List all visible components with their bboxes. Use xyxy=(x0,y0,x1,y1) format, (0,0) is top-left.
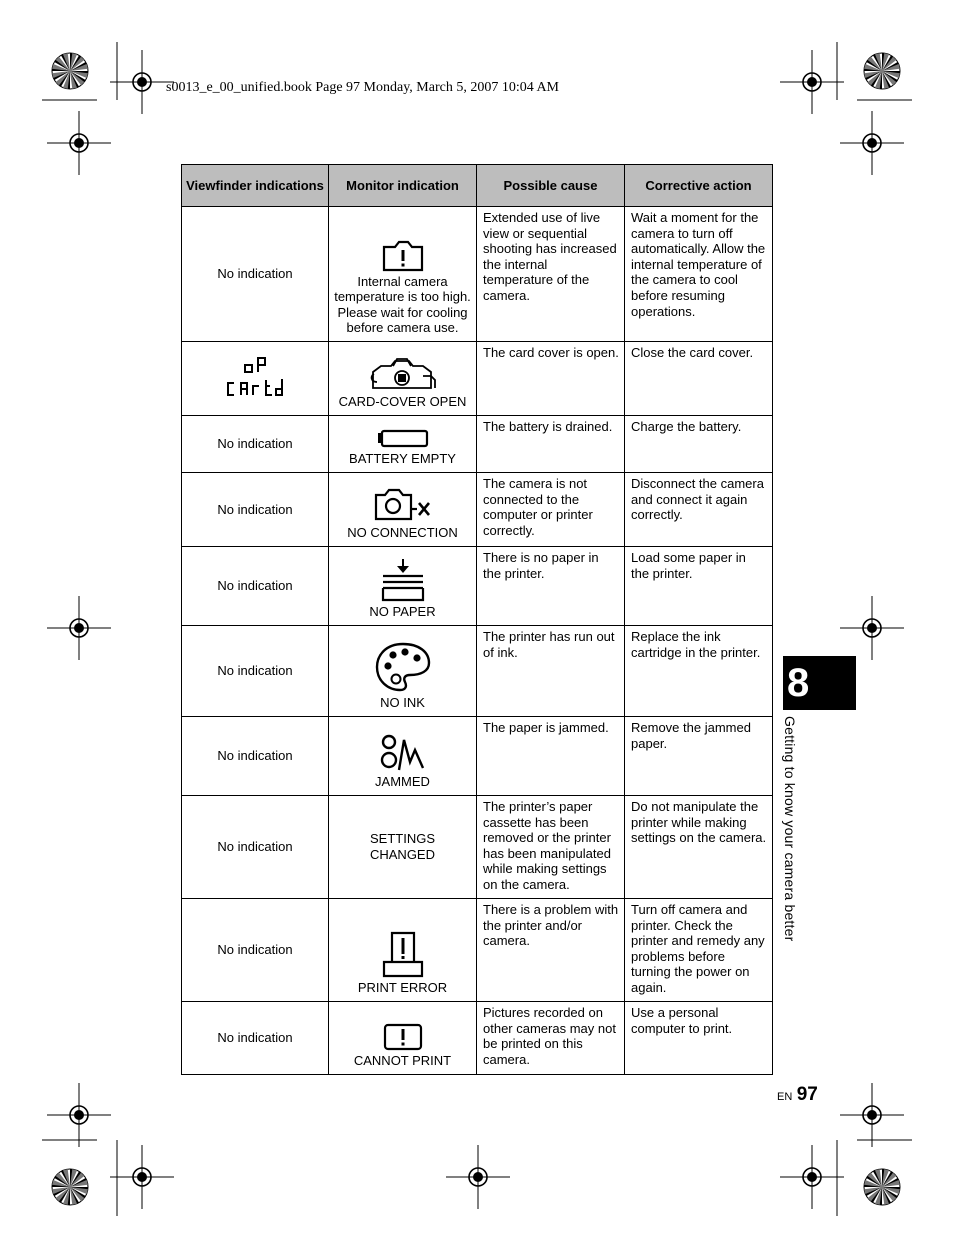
table-row xyxy=(181,795,329,899)
cause-text: Pictures recorded on other cameras may not be printed on this camera. xyxy=(476,1001,625,1075)
monitor-cell xyxy=(328,341,477,416)
op-card-segment-icon xyxy=(225,355,285,403)
table-row xyxy=(181,1001,329,1075)
monitor-cell xyxy=(328,415,477,473)
table-row xyxy=(181,898,329,1002)
monitor-cell xyxy=(328,472,477,547)
language-code: EN xyxy=(777,1091,793,1103)
monitor-text: CARD-COVER OPEN xyxy=(338,394,467,410)
cause-text: The card cover is open. xyxy=(476,341,625,416)
camera-warning-icon xyxy=(381,240,425,272)
paper-jam-icon xyxy=(379,732,427,772)
monitor-text: PRINT ERROR xyxy=(357,980,448,996)
monitor-text: CANNOT PRINT xyxy=(353,1053,452,1069)
action-text: Charge the battery. xyxy=(624,415,773,473)
action-text: Use a personal computer to print. xyxy=(624,1001,773,1075)
action-text: Load some paper in the printer. xyxy=(624,546,773,626)
action-text: Remove the jammed paper. xyxy=(624,716,773,796)
viewfinder-text: No indication xyxy=(217,839,293,855)
table-row xyxy=(181,625,329,717)
monitor-cell xyxy=(328,716,477,796)
page-number xyxy=(777,1084,818,1106)
book-file-header: s0013_e_00_unified.book Page 97 Monday, March 5, 2007 10:04 AM xyxy=(166,80,559,95)
column-header-monitor: Monitor indication xyxy=(328,164,477,207)
table-row xyxy=(181,472,329,547)
monitor-cell xyxy=(328,795,477,899)
monitor-text: JAMMED xyxy=(375,774,430,790)
action-text: Do not manipulate the printer while making settings on the camera. xyxy=(624,795,773,899)
page-number-value: 97 xyxy=(796,1084,818,1105)
monitor-text: NO PAPER xyxy=(369,604,436,620)
monitor-text: BATTERY EMPTY xyxy=(349,451,456,467)
monitor-cell xyxy=(328,625,477,717)
monitor-cell xyxy=(328,1001,477,1075)
monitor-text: Internal camera temperature is too high. Please wait for cooling before camera use. xyxy=(334,273,471,336)
cannot-print-icon xyxy=(383,1023,423,1051)
cause-text: The paper is jammed. xyxy=(476,716,625,796)
monitor-text: NO INK xyxy=(380,695,425,711)
action-text: Wait a moment for the camera to turn off automatically. Allow the internal temperature of the camera to cool before resuming operations. xyxy=(624,206,773,342)
action-text: Replace the ink cartridge in the printer. xyxy=(624,625,773,717)
cause-text: The printer’s paper cassette has been removed or the printer has been manipulated while making settings on the camera. xyxy=(476,795,625,899)
cause-text: The battery is drained. xyxy=(476,415,625,473)
card-cover-open-icon xyxy=(369,358,437,392)
chapter-tab xyxy=(783,656,856,710)
monitor-cell xyxy=(328,898,477,1002)
viewfinder-text: No indication xyxy=(217,942,293,958)
column-header-cause: Possible cause xyxy=(476,164,625,207)
column-header-viewfinder: Viewfinder indications xyxy=(181,164,329,207)
battery-empty-icon xyxy=(377,429,429,449)
viewfinder-text: No indication xyxy=(217,266,293,282)
table-row xyxy=(181,546,329,626)
cause-text: There is no paper in the printer. xyxy=(476,546,625,626)
monitor-text: NO CONNECTION xyxy=(347,525,458,541)
ink-palette-icon xyxy=(374,641,432,693)
viewfinder-text: No indication xyxy=(217,748,293,764)
chapter-title-vertical xyxy=(780,716,800,976)
viewfinder-text: No indication xyxy=(217,663,293,679)
table-row xyxy=(181,206,329,342)
chapter-title: Getting to know your camera better xyxy=(782,716,798,942)
action-text: Close the card cover. xyxy=(624,341,773,416)
viewfinder-text: No indication xyxy=(217,578,293,594)
monitor-text: SETTINGS CHANGED xyxy=(369,831,435,862)
print-error-icon xyxy=(381,930,425,978)
table-row xyxy=(181,716,329,796)
table-row xyxy=(181,415,329,473)
viewfinder-text: No indication xyxy=(217,1030,293,1046)
chapter-number: 8 xyxy=(787,660,810,705)
viewfinder-text: No indication xyxy=(217,501,293,517)
monitor-cell xyxy=(328,546,477,626)
viewfinder-text: No indication xyxy=(217,436,293,452)
cause-text: There is a problem with the printer and/or camera. xyxy=(476,898,625,1002)
no-paper-icon xyxy=(378,558,428,602)
cause-text: The camera is not connected to the computer or printer correctly. xyxy=(476,472,625,547)
action-text: Turn off camera and printer. Check the printer and remedy any problems before turning the power on again. xyxy=(624,898,773,1002)
action-text: Disconnect the camera and connect it again correctly. xyxy=(624,472,773,547)
monitor-cell xyxy=(328,206,477,342)
cause-text: The printer has run out of ink. xyxy=(476,625,625,717)
table-row xyxy=(181,341,329,416)
column-header-action: Corrective action xyxy=(624,164,773,207)
no-connection-icon xyxy=(373,487,433,523)
cause-text: Extended use of live view or sequential shooting has increased the internal temperature of the camera. xyxy=(476,206,625,342)
